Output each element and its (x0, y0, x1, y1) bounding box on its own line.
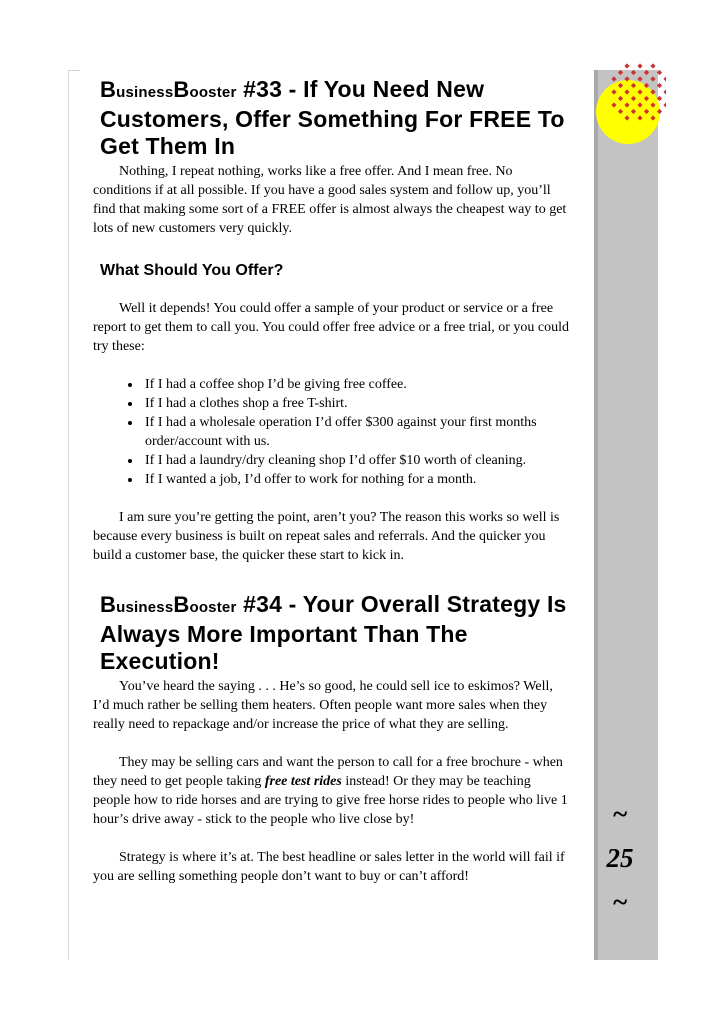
page-content (93, 72, 571, 886)
page-number-tilde-bottom: ~ (612, 887, 628, 917)
bb-letter-1: B (100, 592, 117, 617)
para-2-start: They may be selling cars and want the person to call for a free brochure - when they need to get people taking (93, 755, 563, 789)
page-edge-top (68, 70, 80, 71)
logo-diamond (611, 76, 616, 81)
bb-ooster: ooster (189, 599, 237, 616)
page-number (596, 792, 644, 924)
bb-letter-2: B (173, 592, 190, 617)
offer-bullet: • If I had a laundry/dry cleaning shop I’d offer $10 worth of cleaning. (142, 451, 571, 470)
offer-subheading: What Should You Offer? (100, 262, 284, 279)
offer-bullet-list (93, 375, 571, 489)
bb-letter-2: B (173, 77, 190, 102)
section-34-para-3: Strategy is where it’s at. The best headline or sales letter in the world will fail if you are selling something people don’t want to buy or can’t afford! (93, 850, 565, 884)
bb-usiness: usiness (116, 84, 174, 101)
logo-diamond (650, 76, 655, 81)
offer-paragraph: Well it depends! You could offer a sample of your product or service or a free report to get them to call you. You could offer free advice or a free trial, or you could try these: (93, 301, 569, 354)
page-number-tilde-top: ~ (612, 799, 628, 829)
offer-bullet: • If I wanted a job, I’d offer to work for nothing for a month. (142, 470, 571, 489)
page-edge-left (68, 70, 69, 960)
logo-diamond (663, 76, 666, 81)
logo-diamond (637, 76, 642, 81)
offer-bullet: • If I had a clothes shop a free T-shirt. (142, 394, 571, 413)
bb-usiness: usiness (116, 599, 174, 616)
page-number-value: 25 (606, 843, 634, 873)
offer-bullet: • If I had a coffee shop I’d be giving free coffee. (142, 375, 571, 394)
section-33-closing: I am sure you’re getting the point, aren’t you? The reason this works so well is because every business is built on repeat sales and referrals. And the quicker you build a customer base, the quicker these start to kick in. (93, 510, 560, 563)
logo-diamond (663, 102, 666, 107)
para-2-end: instead! Or they may be teaching people how to ride horses and are trying to give free horse rides to people who live 1 hour’s drive away - stick to the people who live close by! (93, 774, 568, 827)
section-34-para-2 (93, 753, 571, 829)
bb-ooster: ooster (189, 84, 237, 101)
logo-diamond (631, 70, 636, 75)
logo-diamond (624, 63, 629, 68)
logo-diamond (650, 63, 655, 68)
section-34-para-1: You’ve heard the saying . . . He’s so good, he could sell ice to eskimos? Well, I’d much rather be selling them heaters. Often people want more sales when they really need to repackage and/or increase the price of what they are selling. (93, 679, 553, 732)
section-33-heading (100, 76, 571, 160)
bb-letter-1: B (100, 77, 117, 102)
logo-diamond (644, 70, 649, 75)
free-test-rides-emphasis: free test rides (264, 774, 342, 789)
section-33-intro: Nothing, I repeat nothing, works like a free offer. And I mean free. No conditions if at all possible. If you have a good sales system and follow up, you’ll find that making some sort of a FREE offer is almost always the cheapest way to get lots of new customers very quickly. (93, 164, 567, 236)
logo-diamond (657, 70, 662, 75)
logo-diamond (663, 89, 666, 94)
offer-bullet: • If I had a wholesale operation I’d offer $300 against your first months order/account with us. (142, 413, 571, 451)
section-34-title: #34 - Your Overall Strategy Is Always More Important Than The Execution! (100, 591, 567, 674)
logo-diamond (618, 70, 623, 75)
logo-diamond (657, 83, 662, 88)
sun-logo-icon (594, 62, 666, 162)
section-34-heading (100, 591, 571, 675)
section-33-title: #33 - If You Need New Customers, Offer Something For FREE To Get Them In (100, 76, 565, 159)
logo-diamond (637, 63, 642, 68)
